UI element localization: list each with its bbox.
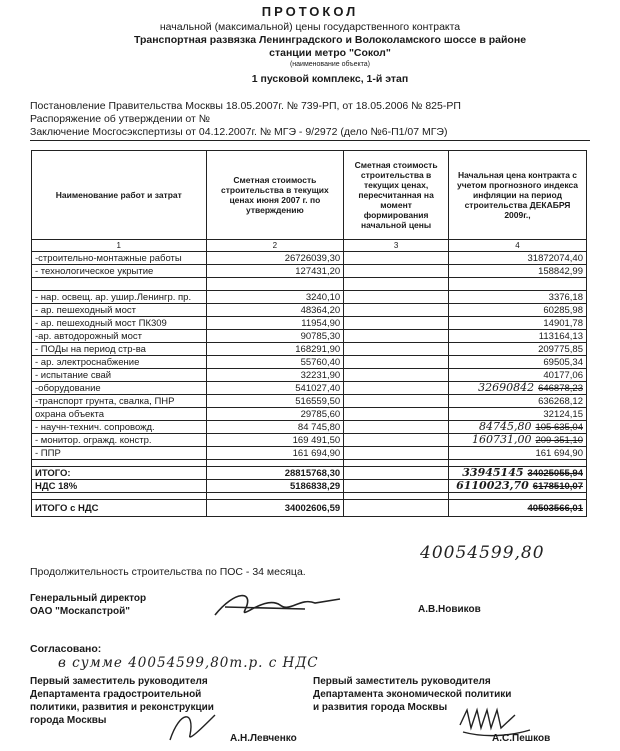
left-signatory-line-4: города Москвы	[30, 715, 107, 726]
decree-line: Постановление Правительства Москвы 18.05.2007г. № 739-РП, от 18.05.2006 № 825-РП	[30, 100, 461, 112]
colnum-3: 3	[344, 240, 449, 252]
agreed-label: Согласовано:	[30, 643, 102, 655]
table-row	[32, 330, 587, 343]
cell-initial-price	[449, 480, 587, 493]
initial-price-value: 158842,99	[538, 265, 583, 277]
table-row	[32, 317, 587, 330]
cell-total-name: НДС 18%	[32, 480, 207, 493]
cell-initial-price	[449, 356, 587, 369]
cell-initial-price	[449, 500, 587, 517]
cell-initial-price	[449, 304, 587, 317]
cell-recalc-cost	[344, 330, 449, 343]
cell-approved-cost: 168291,90	[206, 343, 344, 356]
cell-approved-cost: 127431,20	[206, 265, 344, 278]
table-row	[32, 278, 587, 291]
cell-approved-cost: 11954,90	[206, 317, 344, 330]
doc-subtitle-1: начальной (максимальной) цены государственного контракта	[159, 21, 461, 33]
cell-recalc-cost	[344, 304, 449, 317]
initial-price-value: 40177,06	[543, 369, 583, 381]
cell-work-name: - ар. пешеходный мост	[32, 304, 207, 317]
initial-price-value: 209775,85	[538, 343, 583, 355]
cell-initial-price	[449, 265, 587, 278]
duration-line: Продолжительность строительства по ПОС - 34 месяца.	[30, 566, 306, 578]
left-signature	[165, 705, 225, 745]
cell-total-recalc	[344, 500, 449, 517]
cell-recalc-cost	[344, 421, 449, 434]
table-row	[32, 304, 587, 317]
colnum-2: 2	[206, 240, 344, 252]
cell-total-name: ИТОГО с НДС	[32, 500, 207, 517]
cell-initial-price	[449, 343, 587, 356]
cell-initial-price	[449, 369, 587, 382]
director-signature	[205, 585, 345, 625]
initial-price-value: 209 351,10	[535, 435, 583, 446]
total-row	[32, 480, 587, 493]
cell-work-name: - испытание свай	[32, 369, 207, 382]
handwritten-correction: 32690842	[478, 381, 535, 394]
doc-title: ПРОТОКОЛ	[261, 4, 359, 19]
initial-price-value: 3376,18	[548, 291, 583, 303]
cell-work-name: - ППР	[32, 447, 207, 460]
cell-recalc-cost	[344, 265, 449, 278]
initial-price-value: 60285,98	[543, 304, 583, 316]
cell-initial-price	[449, 330, 587, 343]
cell-recalc-cost	[344, 252, 449, 265]
table-row	[32, 265, 587, 278]
table-row	[32, 408, 587, 421]
right-signatory-line-1: Первый заместитель руководителя	[313, 676, 491, 687]
director-title: Генеральный директор	[30, 593, 147, 604]
cell-initial-price	[449, 421, 587, 434]
doc-object-note: (наименование объекта)	[289, 61, 371, 68]
cell-work-name: - технологическое укрытие	[32, 265, 207, 278]
table-row	[32, 395, 587, 408]
cell-initial-price	[449, 317, 587, 330]
column-number-row	[32, 240, 587, 252]
gap-cell	[449, 493, 587, 500]
cell-approved-cost: 90785,30	[206, 330, 344, 343]
table-row	[32, 343, 587, 356]
cell-initial-price	[449, 278, 587, 291]
cell-approved-cost: 55760,40	[206, 356, 344, 369]
gap-cell	[206, 460, 344, 467]
cell-approved-cost: 48364,20	[206, 304, 344, 317]
conclusion-line: Заключение Мосгосэкспертизы от 04.12.2007г. № МГЭ - 9/2972 (дело №6-П1/07 МГЭ)	[30, 126, 448, 138]
cell-initial-price	[449, 447, 587, 460]
cell-initial-price	[449, 395, 587, 408]
cell-approved-cost: 541027,40	[206, 382, 344, 395]
cell-total-approved: 5186838,29	[206, 480, 344, 493]
col-header-recalc: Сметная стоимость строительства в текущих ценах, пересчитанная на момент формирования начальной цены	[344, 151, 449, 240]
initial-price-value: 161 694,90	[535, 447, 583, 459]
cell-initial-price	[449, 467, 587, 480]
director-block	[30, 592, 146, 618]
cell-work-name: - нар. освещ. ар. ушир.Ленингр. пр.	[32, 291, 207, 304]
cell-initial-price	[449, 291, 587, 304]
handwritten-correction: 6110023,70	[456, 479, 529, 492]
cell-total-recalc	[344, 480, 449, 493]
initial-price-value: 31872074,40	[527, 252, 583, 264]
cell-recalc-cost	[344, 356, 449, 369]
initial-price-value: 69505,34	[543, 356, 583, 368]
cell-approved-cost: 32231,90	[206, 369, 344, 382]
table-row	[32, 421, 587, 434]
colnum-1: 1	[32, 240, 207, 252]
doc-object-name-2: станции метро "Сокол"	[269, 47, 391, 59]
cell-work-name: охрана объекта	[32, 408, 207, 421]
table-row	[32, 252, 587, 265]
cell-approved-cost	[206, 278, 344, 291]
table-row	[32, 382, 587, 395]
cell-total-recalc	[344, 467, 449, 480]
table-row	[32, 356, 587, 369]
director-name: А.В.Новиков	[418, 604, 481, 615]
header-rule	[30, 140, 590, 141]
cell-total-approved: 34002606,59	[206, 500, 344, 517]
handwritten-correction: 160731,00	[471, 433, 532, 446]
right-signatory-line-3: и развития города Москвы	[313, 702, 448, 713]
cell-approved-cost: 84 745,80	[206, 421, 344, 434]
cell-recalc-cost	[344, 317, 449, 330]
cell-approved-cost: 3240,10	[206, 291, 344, 304]
cell-work-name: - монитор. огражд. констр.	[32, 434, 207, 447]
initial-price-value: 40503566,01	[527, 502, 583, 514]
table-row	[32, 434, 587, 447]
cell-recalc-cost	[344, 343, 449, 356]
table-row	[32, 369, 587, 382]
col-header-approved: Сметная стоимость строительства в текущих ценах июня 2007 г. по утверждению	[206, 151, 344, 240]
initial-price-value: 113164,13	[538, 330, 583, 342]
left-signatory-line-1: Первый заместитель руководителя	[30, 676, 208, 687]
cell-work-name: -транспорт грунта, свалка, ПНР	[32, 395, 207, 408]
colnum-4: 4	[449, 240, 587, 252]
doc-object-name: Транспортная развязка Ленинградского и Волоколамского шоссе в районе	[133, 34, 527, 46]
total-row	[32, 467, 587, 480]
gap-cell	[32, 460, 207, 467]
table-gap-row	[32, 493, 587, 500]
handwritten-total: 40054599,80	[420, 543, 545, 563]
cell-approved-cost: 29785,60	[206, 408, 344, 421]
cell-recalc-cost	[344, 447, 449, 460]
handwritten-correction: 33945145	[462, 466, 524, 479]
cell-recalc-cost	[344, 369, 449, 382]
gap-cell	[344, 493, 449, 500]
cell-initial-price	[449, 252, 587, 265]
table-row	[32, 291, 587, 304]
cell-approved-cost: 26726039,30	[206, 252, 344, 265]
cell-total-approved: 28815768,30	[206, 467, 344, 480]
initial-price-value: 646878,23	[538, 383, 583, 394]
initial-price-value: 34025055,94	[527, 468, 583, 479]
table-header-row	[32, 151, 587, 240]
cell-work-name	[32, 278, 207, 291]
agreed-handwritten: в сумме 40054599,80т.р. с НДС	[58, 655, 319, 671]
gap-cell	[206, 493, 344, 500]
cell-work-name: - ар. пешеходный мост ПК309	[32, 317, 207, 330]
director-org: ОАО "Москапстрой"	[30, 606, 130, 617]
col-header-name: Наименование работ и затрат	[32, 151, 207, 240]
left-signatory-line-2: Департамента градостроительной	[30, 689, 202, 700]
cell-recalc-cost	[344, 382, 449, 395]
cell-total-name: ИТОГО:	[32, 467, 207, 480]
initial-price-value: 32124,15	[543, 408, 583, 420]
total-row	[32, 500, 587, 517]
cell-initial-price	[449, 408, 587, 421]
initial-price-value: 6178510,07	[532, 481, 583, 492]
handwritten-correction: 84745,80	[478, 420, 532, 433]
cell-work-name: - ПОДы на период стр-ва	[32, 343, 207, 356]
right-signatory-name: А.С.Пешков	[492, 733, 551, 744]
cell-recalc-cost	[344, 408, 449, 421]
cell-work-name: - научн-технич. сопровожд.	[32, 421, 207, 434]
initial-price-value: 105 635,04	[535, 422, 583, 433]
cell-work-name: -строительно-монтажные работы	[32, 252, 207, 265]
doc-stage: 1 пусковой комплекс, 1-й этап	[251, 73, 409, 85]
table-row	[32, 447, 587, 460]
col-header-initial-price: Начальная цена контракта с учетом прогнозного индекса инфляции на период строительства ДЕКАБРЯ 2009г.,	[449, 151, 587, 240]
cell-recalc-cost	[344, 291, 449, 304]
cell-approved-cost: 161 694,90	[206, 447, 344, 460]
cell-work-name: -ар. автодорожный мост	[32, 330, 207, 343]
initial-price-value: 636268,12	[538, 395, 583, 407]
cell-recalc-cost	[344, 278, 449, 291]
cell-approved-cost: 516559,50	[206, 395, 344, 408]
left-signatory-name: А.Н.Левченко	[230, 733, 297, 744]
gap-cell	[32, 493, 207, 500]
cell-initial-price	[449, 434, 587, 447]
order-line: Распоряжение об утверждении от №	[30, 113, 210, 125]
cell-recalc-cost	[344, 395, 449, 408]
right-signatory-line-2: Департамента экономической политики	[313, 689, 512, 700]
cell-work-name: - ар. электроснабжение	[32, 356, 207, 369]
cell-approved-cost: 169 491,50	[206, 434, 344, 447]
cell-recalc-cost	[344, 434, 449, 447]
left-signatory-line-3: политики, развития и реконструкции	[30, 702, 214, 713]
initial-price-value: 14901,78	[543, 317, 583, 329]
cell-work-name: -оборудование	[32, 382, 207, 395]
gap-cell	[344, 460, 449, 467]
cell-initial-price	[449, 382, 587, 395]
cost-table	[31, 150, 587, 517]
